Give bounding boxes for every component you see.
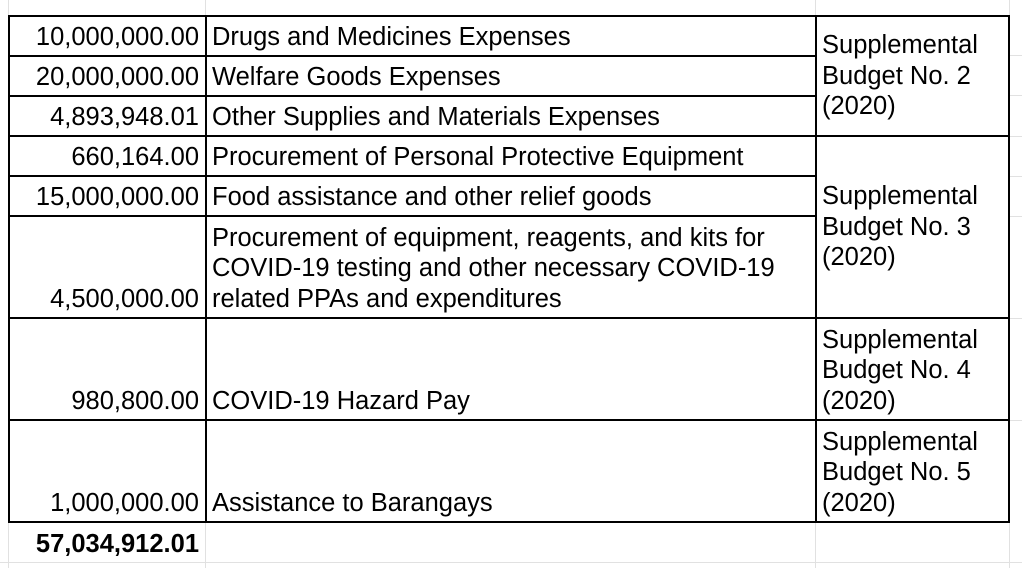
description-cell[interactable] [207, 137, 815, 175]
amount-value: 660,164.00 [71, 142, 199, 171]
amount-value: 1,000,000.00 [50, 488, 199, 517]
description-cell[interactable] [207, 217, 815, 317]
description-cell[interactable] [207, 177, 815, 215]
gridline [1010, 318, 1022, 319]
budget-group-cell[interactable] [817, 17, 1008, 135]
description-text: Food assistance and other relief goods [212, 182, 652, 211]
total-amount-value: 57,034,912.01 [35, 529, 199, 558]
total-amount-cell[interactable] [10, 523, 205, 562]
amount-cell[interactable] [10, 57, 205, 95]
amount-value: 15,000,000.00 [35, 182, 199, 211]
amount-cell[interactable] [10, 17, 205, 55]
gridline [205, 0, 206, 15]
amount-cell[interactable] [10, 421, 205, 521]
gridline [1010, 216, 1022, 217]
amount-value: 20,000,000.00 [35, 62, 199, 91]
description-text: Procurement of equipment, reagents, and kits for COVID-19 testing and other necessary COVID-19 related PPAs and expenditures [212, 223, 775, 313]
gridline [1010, 420, 1022, 421]
amount-cell[interactable] [10, 177, 205, 215]
description-text: COVID-19 Hazard Pay [212, 386, 470, 415]
amount-cell[interactable] [10, 137, 205, 175]
description-text: Other Supplies and Materials Expenses [212, 102, 660, 131]
amount-cell[interactable] [10, 319, 205, 419]
gridline [1010, 176, 1022, 177]
amount-value: 10,000,000.00 [35, 22, 199, 51]
description-cell[interactable] [207, 17, 815, 55]
description-text: Welfare Goods Expenses [212, 62, 501, 91]
budget-table [8, 15, 1010, 523]
description-cell[interactable] [207, 57, 815, 95]
description-text: Procurement of Personal Protective Equipment [212, 142, 744, 171]
budget-group-cell[interactable] [817, 137, 1008, 317]
budget-group-label: Supplemental Budget No. 3 (2020) [822, 182, 978, 272]
amount-value: 4,893,948.01 [50, 102, 199, 131]
description-text: Assistance to Barangays [212, 488, 493, 517]
description-cell[interactable] [207, 97, 815, 135]
description-cell[interactable] [207, 421, 815, 521]
amount-value: 980,800.00 [71, 386, 199, 415]
budget-group-label: Supplemental Budget No. 4 (2020) [822, 325, 978, 415]
budget-group-cell[interactable] [817, 319, 1008, 419]
gridline [1010, 136, 1022, 137]
gridline [0, 562, 1022, 563]
budget-group-cell[interactable] [817, 421, 1008, 521]
amount-cell[interactable] [10, 97, 205, 135]
budget-group-label: Supplemental Budget No. 5 (2020) [822, 427, 978, 517]
gridline [8, 0, 9, 15]
amount-cell[interactable] [10, 217, 205, 317]
budget-group-label: Supplemental Budget No. 2 (2020) [822, 31, 978, 121]
amount-value: 4,500,000.00 [50, 284, 199, 313]
gridline [815, 0, 816, 15]
gridline [1010, 55, 1022, 56]
description-text: Drugs and Medicines Expenses [212, 22, 571, 51]
description-cell[interactable] [207, 319, 815, 419]
gridline [1010, 95, 1022, 96]
